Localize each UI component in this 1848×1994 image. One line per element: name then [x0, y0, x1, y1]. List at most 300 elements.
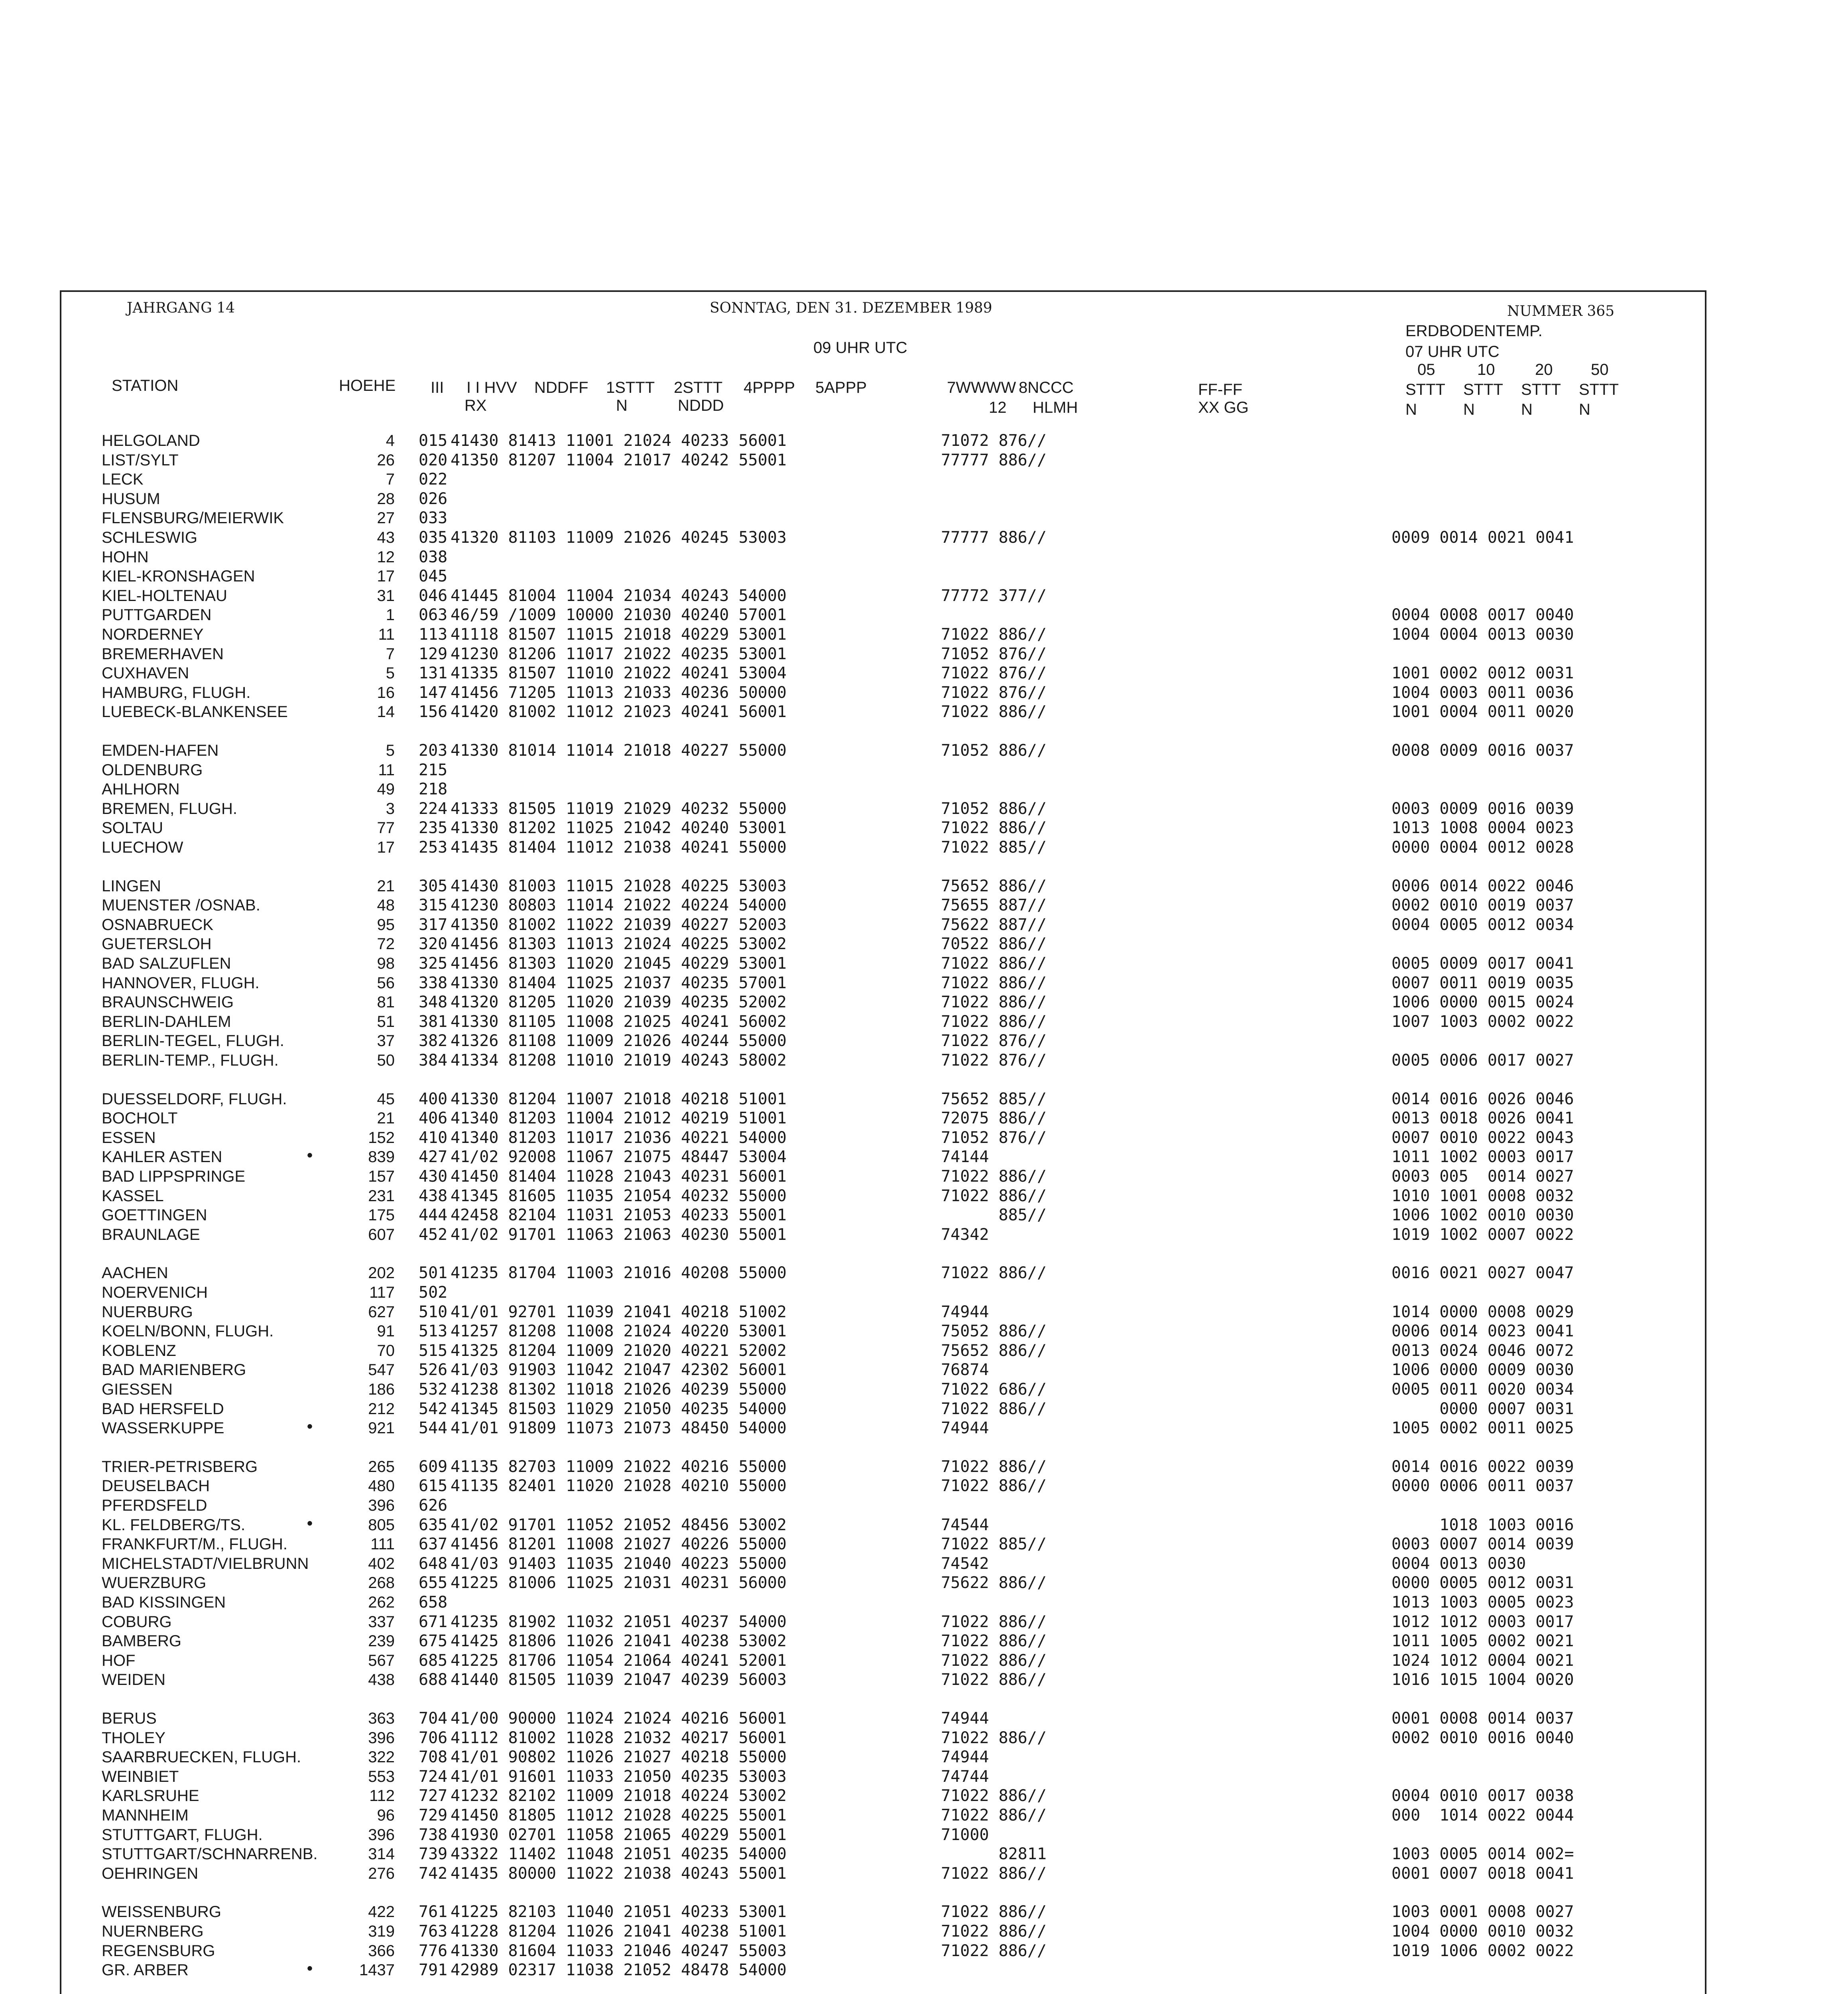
- station-name: OLDENBURG: [102, 761, 203, 779]
- soil-temperatures: 0000 0005 0012 0031: [1391, 1574, 1574, 1592]
- station-index: 648: [419, 1554, 448, 1573]
- station-name: DUESSELDORF, FLUGH.: [102, 1090, 287, 1108]
- soil-temperatures: 0013 0018 0026 0041: [1391, 1109, 1574, 1128]
- synop-groups: 41350 81207 11004 21017 40242 55001: [451, 451, 787, 469]
- weather-groups: 71022 886//: [941, 1477, 1047, 1496]
- soil-temperatures: 1004 0004 0013 0030: [1391, 625, 1574, 644]
- station-name: OEHRINGEN: [102, 1864, 199, 1882]
- station-name: BAD MARIENBERG: [102, 1361, 246, 1379]
- col-1sttt: 1STTT: [606, 379, 655, 396]
- synop-groups: 41326 81108 11009 21026 40244 55000: [451, 1032, 787, 1050]
- weather-groups: 75655 887//: [941, 896, 1047, 915]
- weather-groups: 71022 886//: [941, 1922, 1047, 1941]
- synop-groups: 41425 81806 11026 21041 40238 53002: [451, 1632, 787, 1651]
- station-height: 239: [368, 1632, 395, 1650]
- station-name: BERLIN-DAHLEM: [102, 1013, 231, 1030]
- soil-temperatures: 1004 0003 0011 0036: [1391, 683, 1574, 702]
- weather-groups: 71022 876//: [941, 683, 1047, 702]
- station-name: LECK: [102, 471, 144, 489]
- soil-temperatures: 1011 1002 0003 0017: [1391, 1148, 1574, 1166]
- station-height: 11: [378, 626, 395, 643]
- station-index: 338: [419, 973, 448, 992]
- weather-groups: 71022 886//: [941, 1806, 1047, 1825]
- station-name: PFERDSFELD: [102, 1497, 207, 1514]
- station-height: 14: [377, 703, 395, 721]
- soil-temperatures: 0002 0010 0016 0040: [1391, 1728, 1574, 1747]
- col-hoehe: HOEHE: [339, 377, 396, 394]
- synop-groups: 41430 81003 11015 21028 40225 53003: [451, 877, 787, 895]
- station-index: 738: [419, 1825, 448, 1844]
- synop-groups: 41435 81404 11012 21038 40241 55000: [451, 838, 787, 857]
- station-index: 658: [419, 1593, 448, 1612]
- station-name: BAD LIPPSPRINGE: [102, 1168, 246, 1185]
- synop-groups: 41333 81505 11019 21029 40232 55000: [451, 799, 787, 818]
- soil-temperatures: 1007 1003 0002 0022: [1391, 1012, 1574, 1031]
- col-1sttt-sub: N: [616, 397, 628, 414]
- weather-groups: 75652 886//: [941, 877, 1047, 895]
- weather-groups: 74144: [941, 1148, 989, 1166]
- station-name: REGENSBURG: [102, 1942, 215, 1960]
- station-index: 381: [419, 1012, 448, 1031]
- weather-groups: 75622 886//: [941, 1574, 1047, 1592]
- station-height: 366: [368, 1942, 395, 1960]
- synop-groups: 41238 81302 11018 21026 40239 55000: [451, 1380, 787, 1399]
- station-index: 113: [419, 625, 448, 644]
- station-name: AHLHORN: [102, 780, 180, 798]
- weather-groups: 74542: [941, 1554, 989, 1573]
- weather-groups: 71000: [941, 1825, 989, 1844]
- station-index: 305: [419, 877, 448, 895]
- station-name: NORDERNEY: [102, 626, 204, 643]
- synop-groups: 41118 81507 11015 21018 40229 53001: [451, 625, 787, 644]
- weather-groups: 74342: [941, 1225, 989, 1244]
- station-index: 317: [419, 915, 448, 934]
- station-height: 262: [368, 1594, 395, 1611]
- weather-groups: 71022 886//: [941, 1612, 1047, 1631]
- station-height: 31: [377, 587, 395, 605]
- station-height: 396: [368, 1497, 395, 1514]
- weather-groups: 71022 886//: [941, 1728, 1047, 1747]
- weather-groups: 74944: [941, 1748, 989, 1767]
- soil-temperatures: 000 1014 0022 0044: [1391, 1806, 1574, 1825]
- synop-groups: 41235 81704 11003 21016 40208 55000: [451, 1264, 787, 1283]
- col-stt-2: STTT: [1463, 381, 1503, 398]
- synop-groups: 41230 81206 11017 21022 40235 53001: [451, 644, 787, 663]
- synop-groups: 41450 81805 11012 21028 40225 55001: [451, 1806, 787, 1825]
- station-name: WUERZBURG: [102, 1574, 207, 1592]
- weather-groups: 75652 886//: [941, 1341, 1047, 1360]
- weather-groups: 75652 885//: [941, 1090, 1047, 1108]
- station-index: 761: [419, 1903, 448, 1921]
- station-index: 502: [419, 1283, 448, 1302]
- weather-groups: 77777 886//: [941, 528, 1047, 547]
- station-height: 1: [386, 606, 395, 624]
- soil-temperatures: 0004 0010 0017 0038: [1391, 1787, 1574, 1805]
- station-height: 607: [368, 1226, 395, 1243]
- station-index: 655: [419, 1574, 448, 1592]
- station-name: NUERBURG: [102, 1303, 193, 1321]
- station-index: 348: [419, 993, 448, 1012]
- synop-groups: 41445 81004 11004 21034 40243 54000: [451, 586, 787, 605]
- station-name: CUXHAVEN: [102, 664, 189, 682]
- weather-groups: 77772 377//: [941, 586, 1047, 605]
- station-index: 033: [419, 509, 448, 528]
- weather-groups: 75052 886//: [941, 1322, 1047, 1341]
- soil-temperatures: 1024 1012 0004 0021: [1391, 1651, 1574, 1670]
- weather-groups: 71022 886//: [941, 954, 1047, 973]
- soil-temperatures: 1013 1003 0005 0023: [1391, 1593, 1574, 1612]
- station-height: 51: [377, 1013, 395, 1030]
- station-name: BERUS: [102, 1710, 157, 1727]
- station-height: 319: [368, 1923, 395, 1940]
- synop-groups: 41340 81203 11004 21012 40219 51001: [451, 1109, 787, 1128]
- soil-temperatures: 1003 0001 0008 0027: [1391, 1903, 1574, 1921]
- station-name: GR. ARBER: [102, 1961, 189, 1979]
- station-index: 609: [419, 1457, 448, 1476]
- synop-groups: 41/03 91903 11042 21047 42302 56001: [451, 1361, 787, 1379]
- station-name: GOETTINGEN: [102, 1206, 207, 1224]
- synop-groups: 41225 81706 11054 21064 40241 52001: [451, 1651, 787, 1670]
- station-index: 147: [419, 683, 448, 702]
- station-height: 480: [368, 1477, 395, 1495]
- soil-temperatures: 0003 0007 0014 0039: [1391, 1535, 1574, 1554]
- weather-groups: 71022 886//: [941, 1264, 1047, 1283]
- weather-groups: 71022 886//: [941, 1012, 1047, 1031]
- station-height: 422: [368, 1903, 395, 1921]
- soil-temperatures: 1004 0000 0010 0032: [1391, 1922, 1574, 1941]
- station-height: 212: [368, 1400, 395, 1418]
- weather-groups: 71022 876//: [941, 1032, 1047, 1050]
- weather-groups: 71022 886//: [941, 1671, 1047, 1689]
- station-height: 839: [368, 1148, 395, 1166]
- soil-temperatures: 1012 1012 0003 0017: [1391, 1612, 1574, 1631]
- date-label: SONNTAG, DEN 31. DEZEMBER 1989: [710, 300, 992, 316]
- station-name: EMDEN-HAFEN: [102, 742, 219, 759]
- weather-groups: 74544: [941, 1515, 989, 1534]
- station-index: 400: [419, 1090, 448, 1108]
- station-name: HOHN: [102, 548, 149, 566]
- station-height: 553: [368, 1767, 395, 1785]
- station-height: 152: [368, 1129, 395, 1147]
- synop-groups: 41334 81208 11010 21019 40243 58002: [451, 1051, 787, 1070]
- weather-groups: 74744: [941, 1767, 989, 1786]
- soil-temperatures: 0001 0008 0014 0037: [1391, 1709, 1574, 1728]
- station-index: 218: [419, 780, 448, 799]
- synop-groups: 41450 81404 11028 21043 40231 56001: [451, 1167, 787, 1186]
- weather-groups: 71022 886//: [941, 993, 1047, 1012]
- col-8nccc-sub: HLMH: [1033, 399, 1078, 416]
- synop-groups: 41135 82703 11009 21022 40216 55000: [451, 1457, 787, 1476]
- station-index: 022: [419, 470, 448, 489]
- soil-temperatures: 0000 0006 0011 0037: [1391, 1477, 1574, 1496]
- synop-groups: 41420 81002 11012 21023 40241 56001: [451, 703, 787, 721]
- station-index: 320: [419, 935, 448, 954]
- weather-groups: 71022 886//: [941, 1167, 1047, 1186]
- col-8nccc: 8NCCC: [1019, 379, 1074, 396]
- weather-groups: 71022 886//: [941, 1864, 1047, 1883]
- soil-temperatures: 0004 0005 0012 0034: [1391, 915, 1574, 934]
- col-n-3: N: [1521, 401, 1533, 418]
- station-height: 26: [377, 451, 395, 469]
- station-height: 5: [386, 742, 395, 759]
- synop-groups: 41230 80803 11014 21022 40224 54000: [451, 896, 787, 915]
- station-height: 396: [368, 1826, 395, 1844]
- station-name: BOCHOLT: [102, 1109, 178, 1127]
- synop-groups: 41/03 91403 11035 21040 40223 55000: [451, 1554, 787, 1573]
- synop-groups: 41930 02701 11058 21065 40229 55001: [451, 1825, 787, 1844]
- station-name: BAD KISSINGEN: [102, 1594, 226, 1611]
- station-index: 156: [419, 703, 448, 721]
- station-name: BRAUNLAGE: [102, 1226, 200, 1243]
- station-height: 96: [377, 1807, 395, 1824]
- station-name: WEINBIET: [102, 1767, 179, 1785]
- soil-temperatures: 1014 0000 0008 0029: [1391, 1302, 1574, 1321]
- soil-temperatures: 0004 0013 0030: [1391, 1554, 1526, 1573]
- station-name: MUENSTER /OSNAB.: [102, 897, 260, 914]
- soil-temperatures: 0000 0004 0012 0028: [1391, 838, 1574, 857]
- synop-groups: 41335 81507 11010 21022 40241 53004: [451, 664, 787, 683]
- mountain-station-marker: •: [307, 1418, 313, 1436]
- station-index: 325: [419, 954, 448, 973]
- station-index: 235: [419, 819, 448, 837]
- col-2sttt-sub: NDDD: [678, 397, 724, 414]
- station-index: 704: [419, 1709, 448, 1728]
- station-height: 12: [377, 548, 395, 566]
- station-name: STUTTGART/SCHNARRENB.: [102, 1845, 318, 1863]
- station-name: MICHELSTADT/VIELBRUNN: [102, 1555, 309, 1572]
- col-depth-50: 50: [1591, 361, 1609, 378]
- weather-groups: 71022 876//: [941, 664, 1047, 683]
- station-name: COBURG: [102, 1613, 172, 1631]
- station-name: HANNOVER, FLUGH.: [102, 974, 260, 992]
- col-n-2: N: [1463, 401, 1475, 418]
- station-height: 337: [368, 1613, 395, 1631]
- observation-time: 09 UHR UTC: [813, 339, 907, 357]
- station-name: FLENSBURG/MEIERWIK: [102, 509, 284, 527]
- weather-groups: 71022 885//: [941, 838, 1047, 857]
- weather-groups: 71022 886//: [941, 625, 1047, 644]
- soil-temperatures: 0004 0008 0017 0040: [1391, 606, 1574, 625]
- mountain-station-marker: •: [307, 1147, 313, 1164]
- synop-groups: 41225 81006 11025 21031 40231 56000: [451, 1574, 787, 1592]
- synop-groups: 41/01 91809 11073 21073 48450 54000: [451, 1419, 787, 1438]
- weather-groups: 71022 886//: [941, 973, 1047, 992]
- station-index: 253: [419, 838, 448, 857]
- station-index: 532: [419, 1380, 448, 1399]
- station-height: 268: [368, 1574, 395, 1592]
- station-index: 382: [419, 1032, 448, 1050]
- synop-groups: 41/00 90000 11024 21024 40216 56001: [451, 1709, 787, 1728]
- station-height: 276: [368, 1864, 395, 1882]
- synop-groups: 41/02 91701 11052 21052 48456 53002: [451, 1515, 787, 1534]
- synop-groups: 41320 81103 11009 21026 40245 53003: [451, 528, 787, 547]
- col-ff: FF-FF: [1198, 381, 1243, 398]
- col-ff-sub: XX GG: [1198, 399, 1249, 416]
- soil-temp-time: 07 UHR UTC: [1405, 343, 1500, 361]
- station-index: 729: [419, 1806, 448, 1825]
- station-height: 111: [370, 1535, 395, 1553]
- station-name: TRIER-PETRISBERG: [102, 1458, 258, 1476]
- soil-temperatures: 0000 0007 0031: [1391, 1399, 1574, 1418]
- station-index: 315: [419, 896, 448, 915]
- station-height: 72: [377, 935, 395, 953]
- synop-groups: 41/02 92008 11067 21075 48447 53004: [451, 1148, 787, 1166]
- station-height: 28: [377, 490, 395, 508]
- station-height: 265: [368, 1458, 395, 1476]
- station-name: SOLTAU: [102, 819, 163, 837]
- station-index: 452: [419, 1225, 448, 1244]
- synop-groups: 41135 82401 11020 21028 40210 55000: [451, 1477, 787, 1496]
- station-name: NUERNBERG: [102, 1923, 204, 1940]
- synop-groups: 41330 81204 11007 21018 40218 51001: [451, 1090, 787, 1108]
- station-name: DEUSELBACH: [102, 1477, 210, 1495]
- station-height: 157: [368, 1168, 395, 1185]
- station-height: 7: [386, 471, 395, 489]
- station-name: SCHLESWIG: [102, 529, 198, 546]
- synop-groups: 41340 81203 11017 21036 40221 54000: [451, 1128, 787, 1147]
- station-height: 314: [368, 1845, 395, 1863]
- soil-temperatures: 1006 1002 0010 0030: [1391, 1206, 1574, 1225]
- station-index: 026: [419, 489, 448, 508]
- synop-groups: 41345 81605 11035 21054 40232 55000: [451, 1186, 787, 1205]
- station-height: 17: [377, 567, 395, 585]
- station-height: 921: [368, 1419, 395, 1437]
- synop-groups: 41320 81205 11020 21039 40235 52002: [451, 993, 787, 1012]
- synop-groups: 41435 80000 11022 21038 40243 55001: [451, 1864, 787, 1883]
- soil-temperatures: 0013 0024 0046 0072: [1391, 1341, 1574, 1360]
- soil-temperatures: 0016 0021 0027 0047: [1391, 1264, 1574, 1283]
- mountain-station-marker: •: [307, 1514, 313, 1532]
- synop-groups: 46/59 /1009 10000 21030 40240 57001: [451, 606, 787, 625]
- station-height: 547: [368, 1361, 395, 1379]
- station-height: 11: [378, 761, 395, 779]
- synop-groups: 41430 81413 11001 21024 40233 56001: [451, 432, 787, 450]
- station-height: 805: [368, 1516, 395, 1534]
- weather-groups: 71022 886//: [941, 1787, 1047, 1805]
- synop-groups: 41235 81902 11032 21051 40237 54000: [451, 1612, 787, 1631]
- station-name: BERLIN-TEMP., FLUGH.: [102, 1052, 279, 1069]
- station-height: 567: [368, 1651, 395, 1669]
- station-height: 1437: [359, 1961, 395, 1979]
- station-height: 50: [377, 1052, 395, 1069]
- station-name: NOERVENICH: [102, 1284, 208, 1301]
- synop-groups: 41330 81014 11014 21018 40227 55000: [451, 741, 787, 760]
- synop-groups: 41228 81204 11026 21041 40238 51001: [451, 1922, 787, 1941]
- weather-groups: 71052 876//: [941, 644, 1047, 663]
- col-7wwww: 7WWWW: [947, 379, 1016, 396]
- synop-groups: 41345 81503 11029 21050 40235 54000: [451, 1399, 787, 1418]
- synop-groups: 41/01 90802 11026 21027 40218 55000: [451, 1748, 787, 1767]
- station-index: 063: [419, 606, 448, 625]
- station-index: 384: [419, 1051, 448, 1070]
- soil-temperatures: 1013 1008 0004 0023: [1391, 819, 1574, 837]
- station-height: 186: [368, 1381, 395, 1398]
- station-index: 131: [419, 664, 448, 683]
- synop-groups: 41330 81604 11033 21046 40247 55003: [451, 1941, 787, 1960]
- station-name: WEIDEN: [102, 1671, 165, 1689]
- station-name: LUECHOW: [102, 839, 183, 856]
- synop-groups: 41456 81303 11020 21045 40229 53001: [451, 954, 787, 973]
- station-index: 129: [419, 644, 448, 663]
- soil-temperatures: 0005 0009 0017 0041: [1391, 954, 1574, 973]
- station-index: 544: [419, 1419, 448, 1438]
- station-name: STUTTGART, FLUGH.: [102, 1826, 263, 1844]
- synop-groups: 41225 82103 11040 21051 40233 53001: [451, 1903, 787, 1921]
- station-height: 117: [369, 1284, 395, 1301]
- col-n-4: N: [1579, 401, 1590, 418]
- station-height: 49: [377, 780, 395, 798]
- mountain-station-marker: •: [307, 1960, 313, 1978]
- soil-temperatures: 0005 0011 0020 0034: [1391, 1380, 1574, 1399]
- synop-groups: 41330 81404 11025 21037 40235 57001: [451, 973, 787, 992]
- station-height: 56: [377, 974, 395, 992]
- col-stt-3: STTT: [1521, 381, 1561, 398]
- weather-groups: 71022 886//: [941, 703, 1047, 721]
- soil-temperatures: 1001 0004 0011 0020: [1391, 703, 1574, 721]
- synop-groups: 41456 71205 11013 21033 40236 50000: [451, 683, 787, 702]
- weather-groups: 77777 886//: [941, 451, 1047, 469]
- station-index: 515: [419, 1341, 448, 1360]
- station-index: 526: [419, 1361, 448, 1379]
- station-name: KAHLER ASTEN: [102, 1148, 222, 1166]
- station-height: 70: [377, 1342, 395, 1360]
- col-stt-1: STTT: [1405, 381, 1445, 398]
- station-height: 95: [377, 916, 395, 934]
- weather-groups: 71022 886//: [941, 819, 1047, 837]
- soil-temperatures: 0008 0009 0016 0037: [1391, 741, 1574, 760]
- synop-groups: 41350 81002 11022 21039 40227 52003: [451, 915, 787, 934]
- station-index: 615: [419, 1477, 448, 1496]
- station-index: 020: [419, 451, 448, 469]
- col-5appp: 5APPP: [815, 379, 867, 396]
- col-rx: RX: [464, 397, 487, 414]
- station-index: 406: [419, 1109, 448, 1128]
- station-height: 45: [377, 1090, 395, 1108]
- col-depth-10: 10: [1477, 361, 1495, 378]
- station-name: BAD SALZUFLEN: [102, 955, 231, 972]
- weather-groups: 74944: [941, 1709, 989, 1728]
- weather-groups: 71052 876//: [941, 1128, 1047, 1147]
- col-7wwww-sub: 12: [989, 399, 1007, 416]
- weather-groups: 71022 886//: [941, 1903, 1047, 1921]
- station-name: WASSERKUPPE: [102, 1419, 224, 1437]
- synop-groups: 43322 11402 11048 21051 40235 54000: [451, 1845, 787, 1864]
- soil-temperatures: 0007 0010 0022 0043: [1391, 1128, 1574, 1147]
- station-index: 626: [419, 1496, 448, 1515]
- station-height: 17: [377, 839, 395, 856]
- station-index: 739: [419, 1845, 448, 1864]
- station-index: 542: [419, 1399, 448, 1418]
- synop-groups: 41257 81208 11008 21024 40220 53001: [451, 1322, 787, 1341]
- station-index: 045: [419, 567, 448, 586]
- station-index: 430: [419, 1167, 448, 1186]
- station-name: GUETERSLOH: [102, 935, 212, 953]
- station-height: 175: [368, 1206, 395, 1224]
- station-name: KL. FELDBERG/TS.: [102, 1516, 246, 1534]
- soil-temp-title: ERDBODENTEMP.: [1405, 322, 1543, 340]
- station-index: 438: [419, 1186, 448, 1205]
- station-height: 21: [377, 877, 395, 895]
- station-name: BREMEN, FLUGH.: [102, 800, 238, 818]
- station-height: 322: [368, 1748, 395, 1766]
- station-index: 791: [419, 1961, 448, 1980]
- station-index: 427: [419, 1148, 448, 1166]
- volume-label: JAHRGANG 14: [127, 300, 235, 316]
- station-index: 046: [419, 586, 448, 605]
- soil-temperatures: 0007 0011 0019 0035: [1391, 973, 1574, 992]
- station-name: WEISSENBURG: [102, 1903, 222, 1921]
- weather-groups: 71052 886//: [941, 799, 1047, 818]
